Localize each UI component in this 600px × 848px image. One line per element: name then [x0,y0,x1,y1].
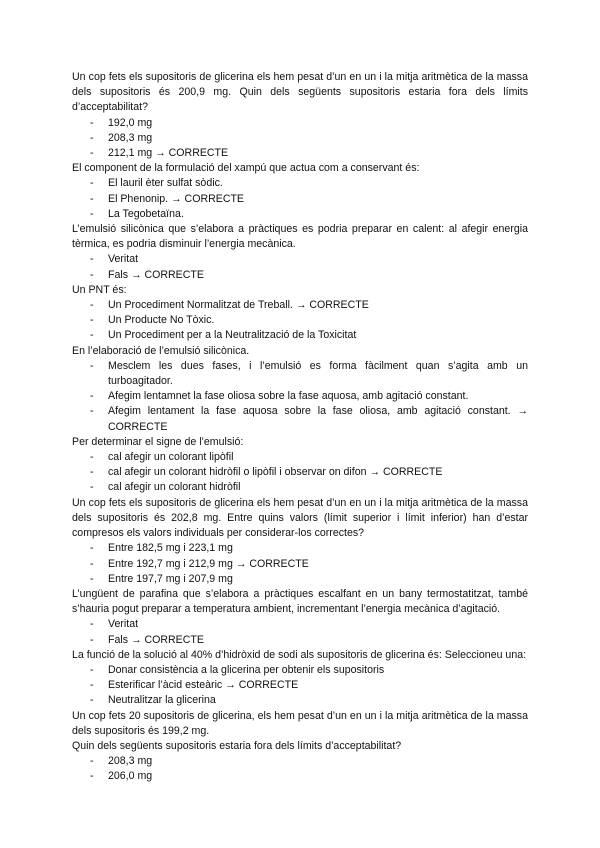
answer-list [72,754,528,784]
answer-option: - El lauril èter sulfat sòdic. [72,176,528,191]
answer-list [72,359,528,435]
question-text: Quin dels següents supositoris estaria fora dels límits d’acceptabilitat? [72,739,402,752]
answer-list [72,116,528,162]
question-text: Un cop fets 20 supositoris de glicerina, els hem pesat d’un en un i la mitja aritmètica de la massa dels supositoris és 199,2 mg. [72,709,528,737]
answer-option: - Veritat [72,617,528,632]
answer-option: - La Tegobetaïna. [72,207,528,222]
answer-option: - Entre 197,7 mg i 207,9 mg [72,572,528,587]
document-page [72,70,528,785]
answer-option: - 192,0 mg [72,116,528,131]
answer-list [72,541,528,587]
question-text: Un PNT és: [72,283,127,296]
answer-option: - 206,0 mg [72,769,528,784]
answer-option: - Donar consistència a la glicerina per obtenir els supositoris [72,663,528,678]
answer-option: - 208,3 mg [72,754,528,769]
answer-option: - Esterificar l’àcid esteàric → CORRECTE [72,678,528,693]
question-text: Un cop fets els supositoris de glicerina els hem pesat d’un en un i la mitja aritmètica de la massa dels supositoris és 200,9 mg. Quin dels següents supositoris estaria fora dels límits d’acceptabilitat? [72,71,528,114]
question-text: Per determinar el signe de l’emulsió: [72,435,244,448]
answer-list [72,298,528,344]
answer-option: - 208,3 mg [72,131,528,146]
question-text: L’emulsió silicònica que s’elabora a pràctiques es podria preparar en calent: al afegir energia tèrmica, es podria disminuir l’energia mecànica. [72,223,528,251]
answer-list [72,663,528,709]
answer-option: - Fals → CORRECTE [72,633,528,648]
answer-list [72,450,528,496]
question-text: En l’elaboració de l’emulsió silicònica. [72,344,250,357]
answer-list [72,252,528,282]
question-text: El component de la formulació del xampú que actua com a conservant és: [72,162,420,175]
question-text: L’ungüent de parafina que s’elabora a pràctiques escalfant en un bany termostatitzat, també s’hauria pogut preparar a temperatura ambient, incrementant l’energia mecànica d’agitació. [72,587,528,616]
answer-option: - Entre 182,5 mg i 223,1 mg [72,541,528,556]
answer-option: - Entre 192,7 mg i 212,9 mg → CORRECTE [72,557,528,572]
answer-option: - cal afegir un colorant hidròfil [72,480,528,495]
answer-option: - Afegim lentament la fase aquosa sobre la fase oliosa, amb agitació constant. → CORRECTE [72,404,528,434]
answer-option: - Veritat [72,252,528,267]
answer-list [72,176,528,222]
answer-option: - Un Producte No Tòxic. [72,313,528,328]
answer-option: - Mesclem les dues fases, i l’emulsió es forma fàcilment quan s’agita amb un turboagitador. [72,359,528,389]
answer-option: - Afegim lentamnet la fase oliosa sobre la fase aquosa, amb agitació constant. [72,389,528,404]
answer-option: - Un Procediment Normalitzat de Treball. → CORRECTE [72,298,528,313]
question-text: La funció de la solució al 40% d’hidròxid de sodi als supositoris de glicerina és: Seleccioneu una: [72,648,527,661]
answer-option: - cal afegir un colorant lipòfil [72,450,528,465]
answer-option: - El Phenonip. → CORRECTE [72,192,528,207]
answer-option: - cal afegir un colorant hidròfil o lipòfil i observar on difon → CORRECTE [72,465,528,480]
answer-list [72,617,528,647]
answer-option: - 212,1 mg → CORRECTE [72,146,528,161]
answer-option: - Fals → CORRECTE [72,268,528,283]
answer-option: - Neutralitzar la glicerina [72,693,528,708]
question-text: Un cop fets els supositoris de glicerina els hem pesat d’un en un i la mitja aritmètica de la massa dels supositoris és 202,8 mg. Entre quins valors (límit superior i límit inferior) han d’estar compresos els valors individuals per considerar-los correctes? [72,496,528,540]
answer-option: - Un Procediment per a la Neutralització de la Toxicitat [72,328,528,343]
